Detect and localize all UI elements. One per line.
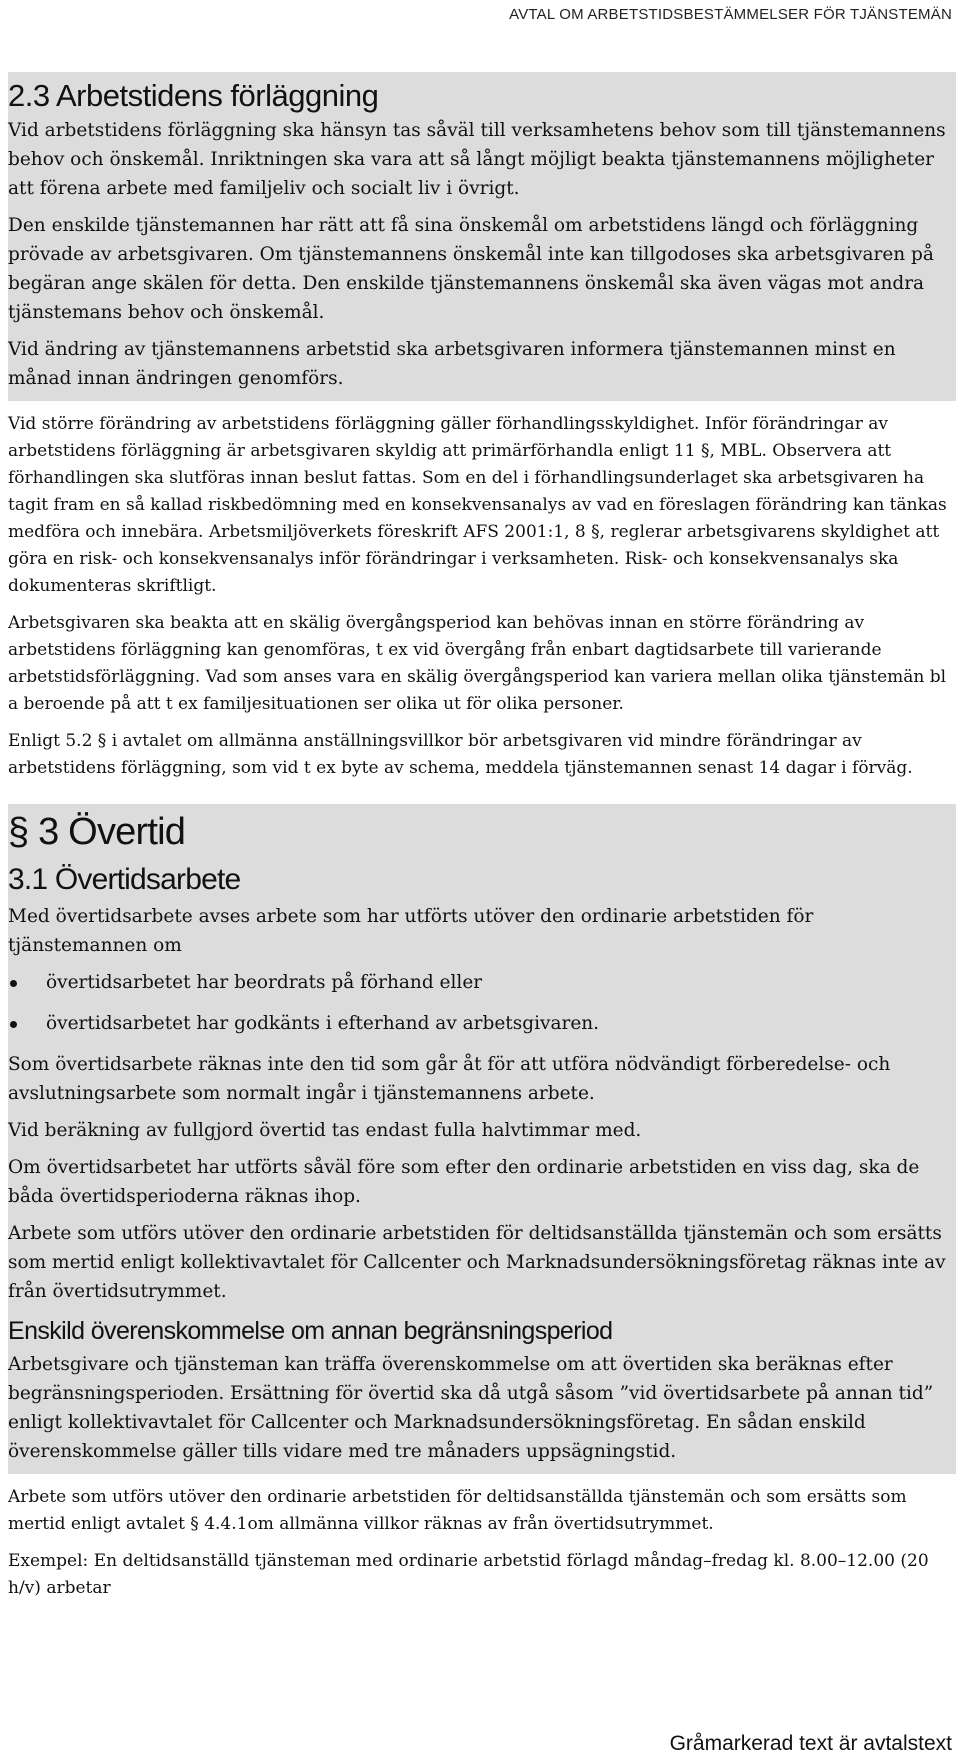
footer-note: Gråmarkerad text är avtalstext [669, 1732, 952, 1755]
page-content [8, 72, 956, 1612]
section-heading-2-3: 2.3 Arbetstidens förläggning [8, 78, 379, 113]
paragraph: Arbete som utförs utöver den ordinarie arbetstiden för deltidsanställda tjänstemän och som ersätts som mertid enligt kollektivavtalet för Callcenter och Marknadsundersökningsföretag räknas inte av från övertidsutrymmet. [8, 1223, 946, 1302]
paragraph: Med övertidsarbete avses arbete som har utförts utöver den ordinarie arbetstiden för tjänstemannen om [8, 906, 814, 956]
trailing-text-block [8, 1474, 956, 1602]
section-heading-3-1: 3.1 Övertidsarbete [8, 863, 241, 896]
paragraph: Exempel: En deltidsanställd tjänsteman med ordinarie arbetstid förlagd måndag–fredag kl. 8.00–12.00 (20 h/v) arbetar [8, 1551, 929, 1598]
bullet-list [8, 968, 956, 1038]
list-item-text: övertidsarbetet har godkänts i efterhand av arbetsgivaren. [46, 1013, 600, 1034]
list-item [8, 968, 956, 997]
agreement-text-block-2-3 [8, 72, 956, 401]
paragraph: Om övertidsarbetet har utförts såväl före som efter den ordinarie arbetstiden en viss dag, ska de båda övertidsperioderna räknas ihop. [8, 1157, 920, 1207]
list-item-text: övertidsarbetet har beordrats på förhand eller [46, 972, 483, 993]
subheading-special-agreement: Enskild överenskommelse om annan begränsningsperiod [8, 1317, 613, 1345]
running-header: AVTAL OM ARBETSTIDSBESTÄMMELSER FÖR TJÄNSTEMÄN [509, 6, 952, 23]
paragraph: Vid ändring av tjänstemannens arbetstid ska arbetsgivaren informera tjänstemannen minst en månad innan ändringen genomförs. [8, 339, 896, 389]
chapter-heading-3: § 3 Övertid [8, 811, 186, 853]
paragraph: Vid större förändring av arbetstidens förläggning gäller förhandlingsskyldighet. Inför förändringar av arbetstidens förläggning är arbetsgivaren skyldig att primärförhandla enligt 11 §, MBL. Observera att förhandlingen ska slutföras innan beslut fattas. Som en del i förhandlingsunderlaget ska arbetsgivaren ha tagit fram en så kallad riskbedömning med en konsekvensanalys av vad en föreslagen förändring kan tänkas medföra och innebära. Arbetsmiljöverkets föreskrift AFS 2001:1, 8 §, reglerar arbetsgivarens skyldighet att göra en risk- och konsekvensanalys inför förändringar i verksamheten. Risk- och konsekvensanalys ska dokumenteras skriftligt. [8, 414, 947, 596]
local-text-block [8, 401, 956, 798]
paragraph: Arbetsgivaren ska beakta att en skälig övergångsperiod kan behövas innan en större förändring av arbetstidens förläggning kan genomföras, t ex vid övergång från enbart dagtidsarbete till varierande arbetstidsförläggning. Vad som anses vara en skälig övergångsperiod kan variera mellan olika tjänstemän bl a beroende på att t ex familjesituationen ser olika ut för olika personer. [8, 613, 947, 714]
paragraph: Enligt 5.2 § i avtalet om allmänna anställningsvillkor bör arbetsgivaren vid mindre förändringar av arbetstidens förläggning, som vid t ex byte av schema, meddela tjänstemannen senast 14 dagar i förväg. [8, 731, 913, 778]
paragraph: Vid beräkning av fullgjord övertid tas endast fulla halvtimmar med. [8, 1120, 642, 1141]
paragraph: Vid arbetstidens förläggning ska hänsyn tas såväl till verksamhetens behov som till tjänstemannens behov och önskemål. Inriktningen ska vara att så långt möjligt beakta tjänstemannens möjligheter att förena arbete med familjeliv och socialt liv i övrigt. [8, 120, 946, 199]
agreement-text-block-3 [8, 804, 956, 1474]
paragraph: Som övertidsarbete räknas inte den tid som går åt för att utföra nödvändigt förberedelse- och avslutningsarbete som normalt ingår i tjänstemannens arbete. [8, 1054, 891, 1104]
paragraph: Arbetsgivare och tjänsteman kan träffa överenskommelse om att övertiden ska beräknas efter begränsningsperioden. Ersättning för övertid ska då utgå såsom ”vid övertidsarbete på annan tid” enligt kollektivavtalet för Callcenter och Marknadsundersökningsföretag. En sådan enskild överenskommelse gäller tills vidare med tre månaders uppsägningstid. [8, 1354, 934, 1462]
paragraph: Arbete som utförs utöver den ordinarie arbetstiden för deltidsanställda tjänstemän och som ersätts som mertid enligt avtalet § 4.4.1om allmänna villkor räknas av från övertidsutrymmet. [8, 1487, 907, 1534]
bullet-icon [10, 980, 17, 987]
paragraph: Den enskilde tjänstemannen har rätt att få sina önskemål om arbetstidens längd och förläggning prövade av arbetsgivaren. Om tjänstemannens önskemål inte kan tillgodoses ska arbetsgivaren på begäran ange skälen för detta. Den enskilde tjänstemannens önskemål ska även vägas mot andra tjänstemans behov och önskemål. [8, 215, 934, 323]
list-item [8, 1009, 956, 1038]
bullet-icon [10, 1021, 17, 1028]
